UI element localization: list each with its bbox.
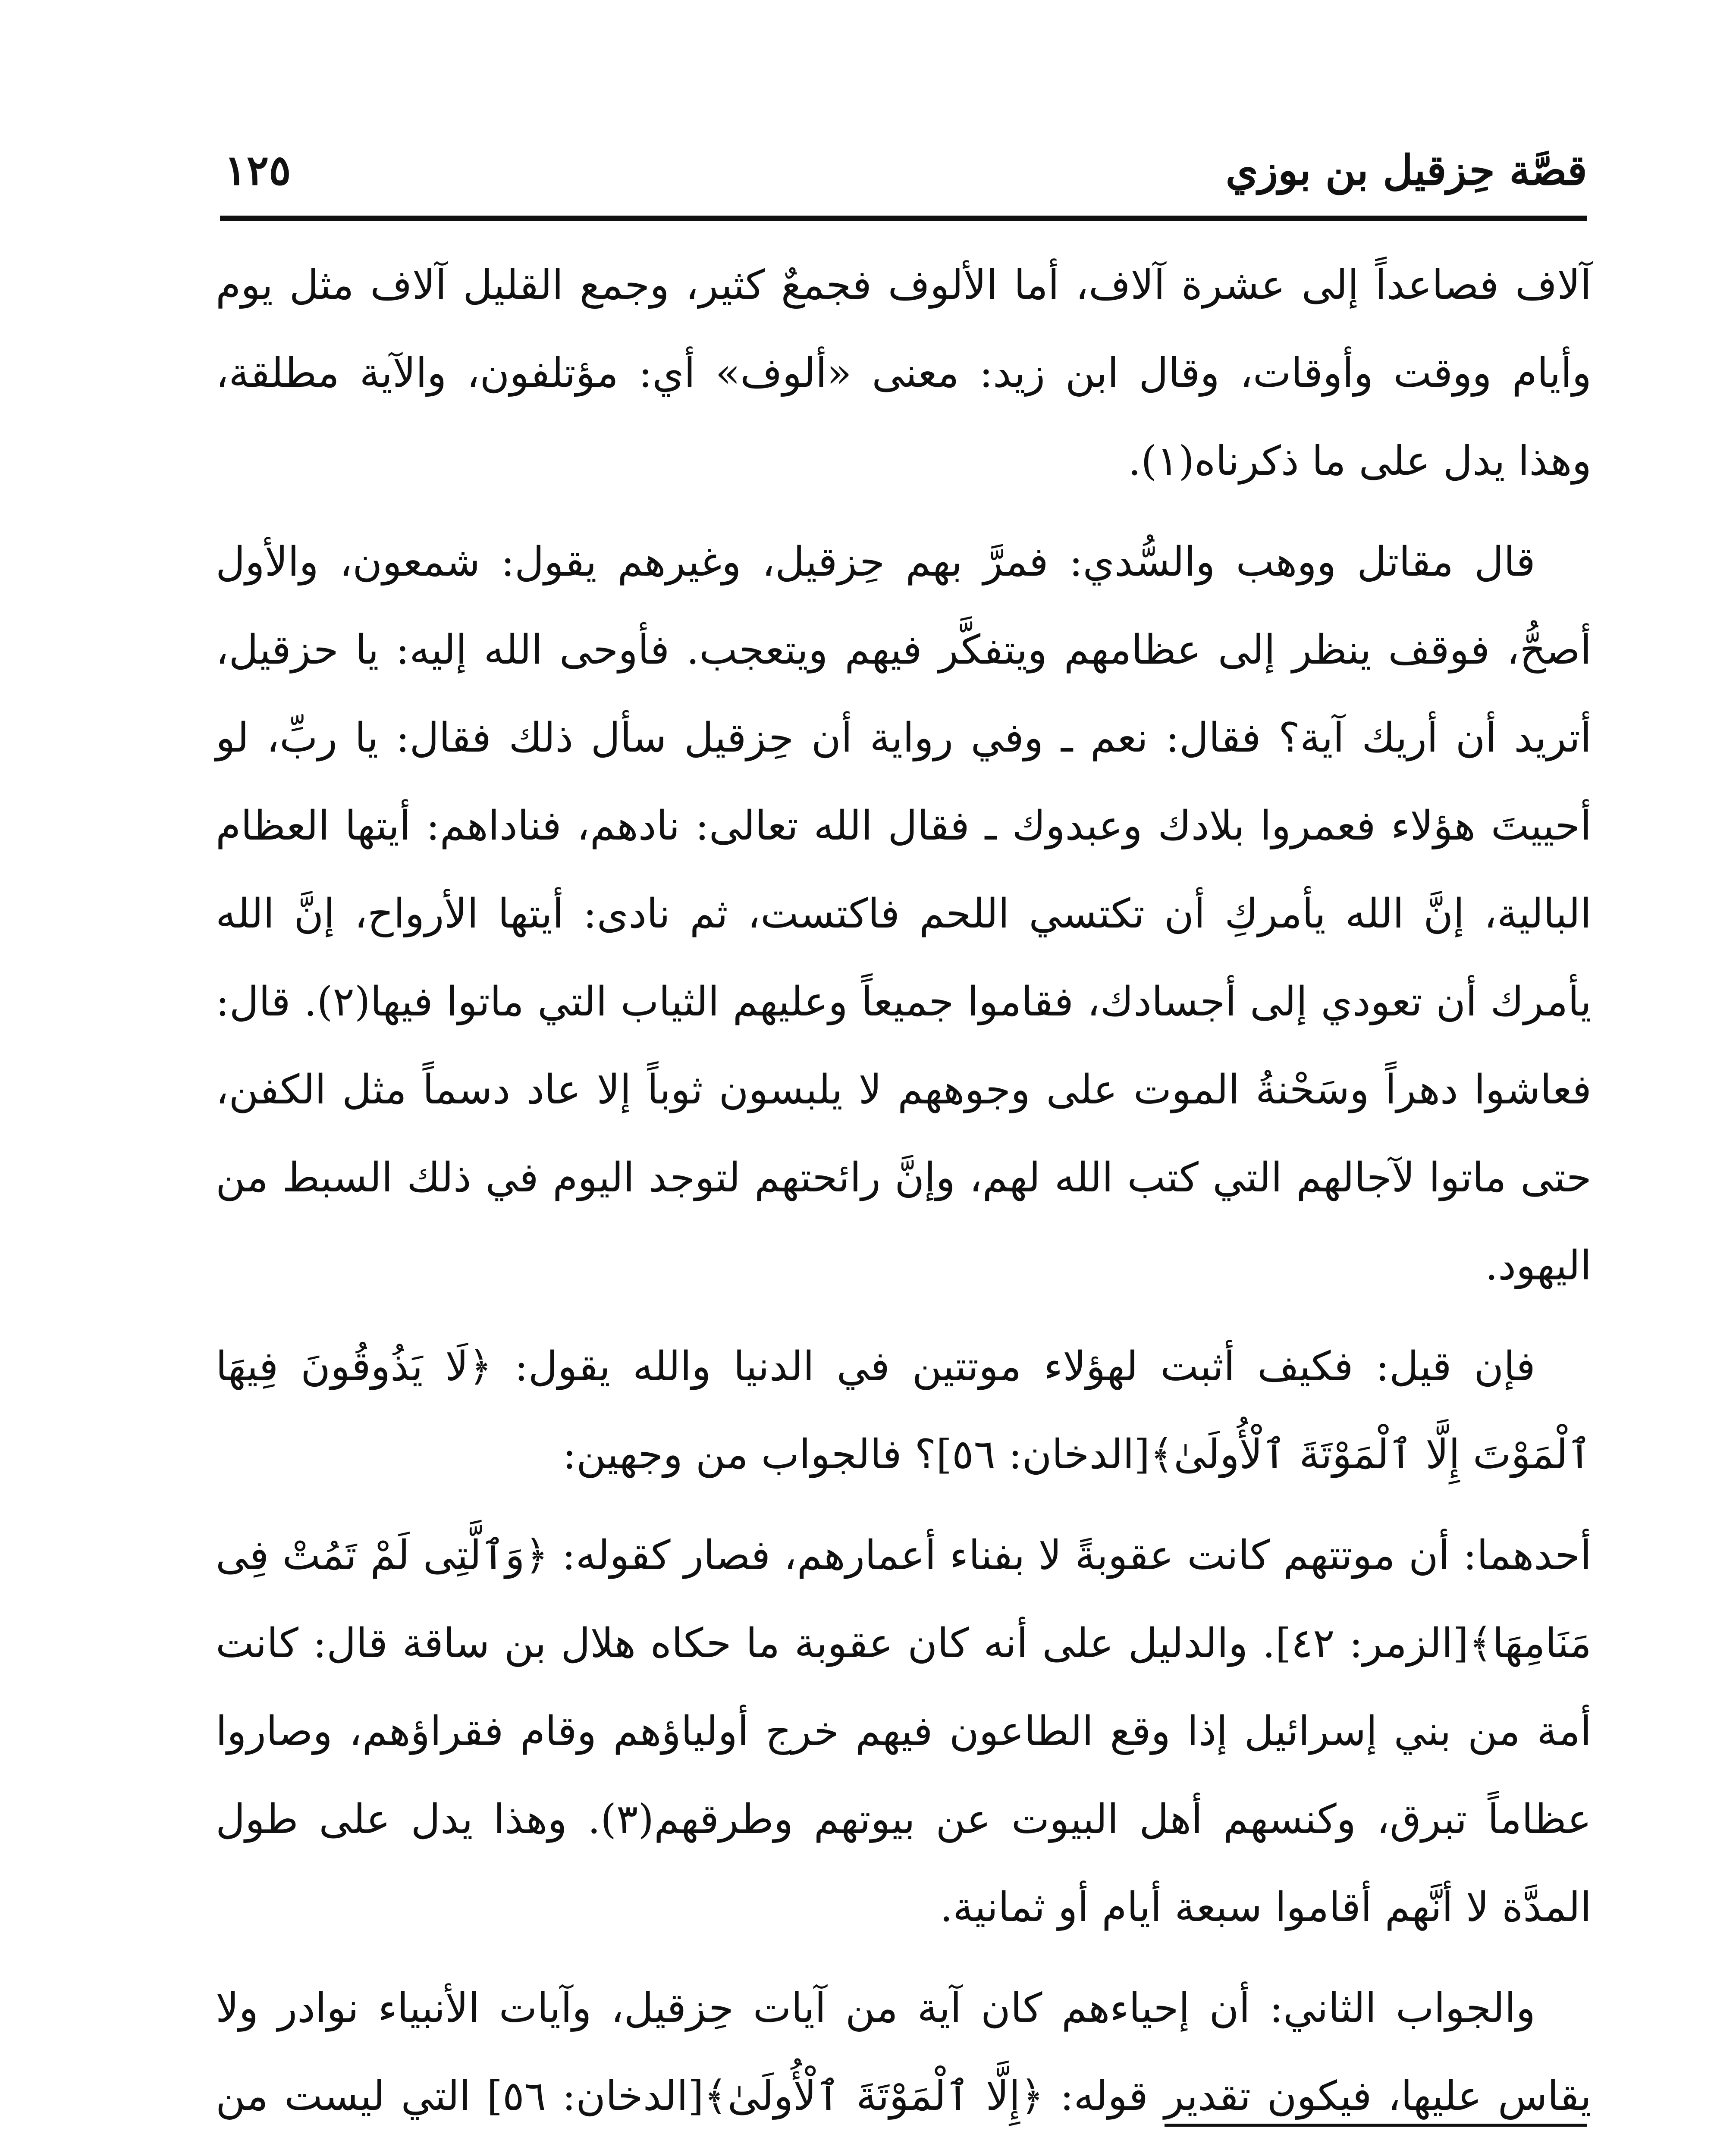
paragraph: فإن قيل: فكيف أثبت لهؤلاء موتتين في الدنيا والله يقول: ﴿لَا يَذُوقُونَ فِيهَا ٱلْمَوْتَ إِلَّا ٱلْمَوْتَةَ ٱلْأُولَىٰ﴾[الدخان: ٥٦]؟ فالجواب من وجهين:	[216, 1343, 1592, 1478]
paragraph: قال مقاتل ووهب والسُّدي: فمرَّ بهم حِزقيل، وغيرهم يقول: شمعون، والأول أصحُّ، فوقف ينظر إلى عظامهم ويتفكَّر فيهم ويتعجب. فأوحى الله إليه: يا حزقيل، أتريد أن أريك آية؟ فقال: نعم ـ وفي رواية أن حِزقيل سأل ذلك فقال: يا ربِّ، لو أحييتَ هؤلاء فعمروا بلادك وعبدوك ـ فقال الله تعالى: نادهم، فناداهم: أيتها العظام البالية، إنَّ الله يأمركِ أن تكتسي اللحم فاكتست، ثم نادى: أيتها الأرواح، إنَّ الله يأمرك أن تعودي إلى أجسادك، فقاموا جميعاً وعليهم الثياب التي ماتوا فيها(٢). قال: فعاشوا دهراً وسَحْنةُ الموت على وجوههم لا يلبسون ثوباً إلا عاد دسماً مثل الكفن، حتى ماتوا لآجالهم التي كتب الله لهم، وإنَّ رائحتهم لتوجد اليوم في ذلك السبط من اليهود.	[216, 539, 1592, 1289]
header-divider	[220, 216, 1587, 221]
paragraph: آلاف فصاعداً إلى عشرة آلاف، أما الألوف فجمعٌ كثير، وجمع القليل آلاف مثل يوم وأيام ووقت وأوقات، وقال ابن زيد: معنى «ألوف» أي: مؤتلفون، والآية مطلقة، وهذا يدل على ما ذكرناه(١).	[216, 262, 1592, 485]
paragraph: أحدهما: أن موتتهم كانت عقوبةً لا بفناء أعمارهم، فصار كقوله: ﴿وَٱلَّتِى لَمْ تَمُتْ فِى مَنَامِهَا﴾[الزمر: ٤٢]. والدليل على أنه كان عقوبة ما حكاه هلال بن ساقة قال: كانت أمة من بني إسرائيل إذا وقع الطاعون فيهم خرج أولياؤهم وقام فقراؤهم، وصاروا عظاماً تبرق، وكنسهم أهل البيوت عن بيوتهم وطرقهم(٣). وهذا يدل على طول المدَّة لا أنَّهم أقاموا سبعة أيام أو ثمانية.	[216, 1532, 1592, 1931]
page-header	[220, 125, 1587, 211]
footnotes	[216, 2150, 1583, 2156]
footnote-divider	[1165, 2124, 1587, 2127]
footnote	[216, 2150, 1583, 2156]
main-text	[216, 241, 1592, 2156]
page-number: ١٢٥	[224, 146, 291, 194]
running-title: قصَّة حِزقيل بن بوزي	[1225, 146, 1587, 194]
paragraph: والجواب الثاني: أن إحياءهم كان آية من آيات حِزقيل، وآيات الأنبياء نوادر ولا يقاس عليها، فيكون تقدير قوله: ﴿إِلَّا ٱلْمَوْتَةَ ٱلْأُولَىٰ﴾[الدخان: ٥٦] التي ليست من	[216, 1985, 1592, 2120]
